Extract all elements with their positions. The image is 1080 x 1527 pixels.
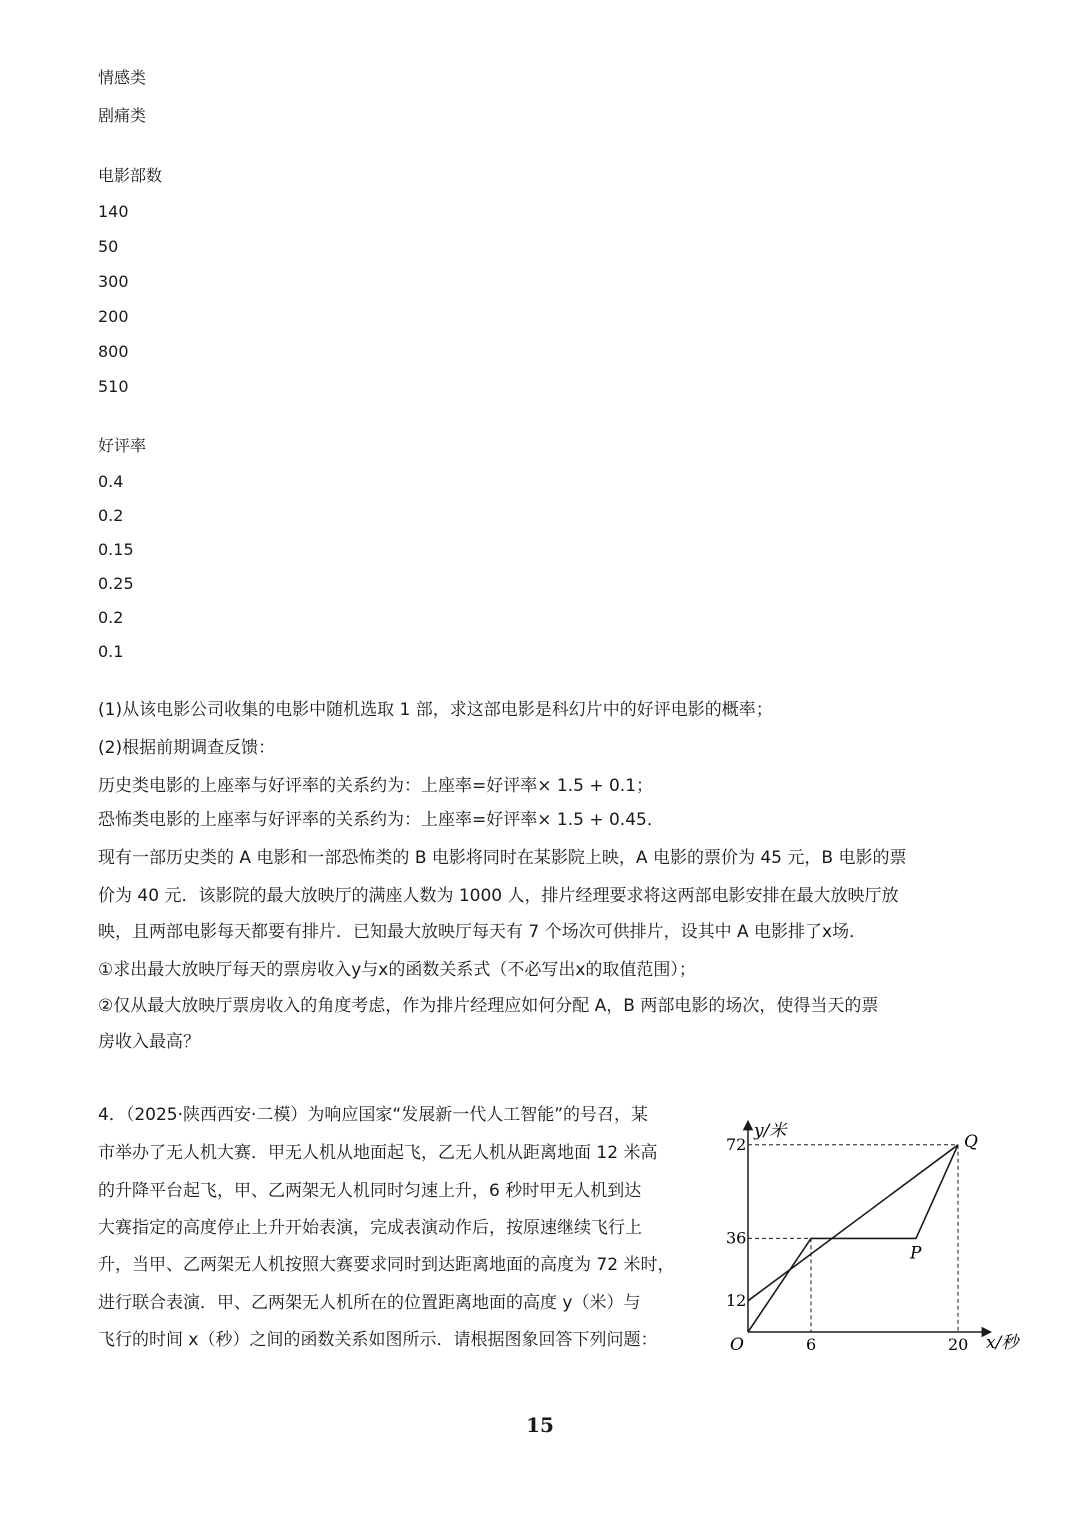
- scenario-line: 现有一部历史类的 A 电影和一部恐怖类的 B 电影将同时在某影院上映，A 电影的票价为 45 元，B 电影的票: [98, 848, 907, 868]
- problem4-line: 飞行的时间 x（秒）之间的函数关系如图所示．请根据图象回答下列问题：: [98, 1330, 658, 1350]
- origin-label: O: [730, 1335, 744, 1355]
- rate-value: 0.4: [98, 472, 124, 491]
- y-tick-label: 72: [726, 1134, 747, 1154]
- category-label: 剧痛类: [98, 106, 147, 125]
- problem4-line: 市举办了无人机大赛．甲无人机从地面起飞，乙无人机从距离地面 12 米高: [98, 1143, 658, 1163]
- question-part-2: (2)根据前期调查反馈：: [98, 738, 276, 758]
- rate-header: 好评率: [98, 436, 147, 455]
- problem4-line: 升，当甲、乙两架无人机按照大赛要求同时到达距离地面的高度为 72 米时，: [98, 1255, 675, 1275]
- function-graph: [710, 1110, 1030, 1390]
- rate-value: 0.1: [98, 642, 124, 661]
- horror-relation: 恐怖类电影的上座率与好评率的关系约为：上座率=好评率× 1.5 + 0.45．: [98, 810, 664, 830]
- sub-question-2-cont: 房收入最高？: [98, 1032, 200, 1052]
- rate-value: 0.2: [98, 608, 124, 627]
- scenario-line: 映，且两部电影每天都要有排片．已知最大放映厅每天有 7 个场次可供排片，设其中 A 电影排了x场．: [98, 922, 867, 942]
- series-line-2: [748, 1145, 958, 1301]
- category-label: 情感类: [98, 68, 147, 87]
- history-relation: 历史类电影的上座率与好评率的关系约为：上座率=好评率× 1.5 + 0.1；: [98, 776, 654, 796]
- y-tick-label: 36: [726, 1228, 747, 1248]
- count-value: 510: [98, 377, 129, 396]
- scenario-line: 价为 40 元．该影院的最大放映厅的满座人数为 1000 人，排片经理要求将这两部电影安排在最大放映厅放: [98, 886, 899, 906]
- rate-value: 0.25: [98, 574, 134, 593]
- page-number: 15: [526, 1413, 554, 1437]
- question-part-1: (1)从该电影公司收集的电影中随机选取 1 部，求这部电影是科幻片中的好评电影的概率；: [98, 700, 773, 720]
- count-value: 140: [98, 202, 129, 221]
- count-value: 800: [98, 342, 129, 361]
- count-value: 50: [98, 237, 119, 256]
- sub-question-2: ②仅从最大放映厅票房收入的角度考虑，作为排片经理应如何分配 A，B 两部电影的场次，使得当天的票: [98, 996, 879, 1016]
- problem4-line: 的升降平台起飞，甲、乙两架无人机同时匀速上升，6 秒时甲无人机到达: [98, 1181, 642, 1201]
- y-axis-label: y/米: [754, 1121, 787, 1141]
- point-label-p: P: [910, 1243, 922, 1264]
- count-value: 300: [98, 272, 129, 291]
- x-tick-label: 6: [806, 1335, 817, 1354]
- count-header: 电影部数: [98, 166, 163, 185]
- count-value: 200: [98, 307, 129, 326]
- problem4-line: 4．（2025·陕西西安·二模）为响应国家“发展新一代人工智能”的号召，某: [98, 1105, 649, 1125]
- point-label-q: Q: [964, 1131, 978, 1152]
- problem4-line: 大赛指定的高度停止上升开始表演，完成表演动作后，按原速继续飞行上: [98, 1218, 642, 1238]
- x-tick-label: 20: [948, 1335, 969, 1354]
- problem4-line: 进行联合表演．甲、乙两架无人机所在的位置距离地面的高度 y（米）与: [98, 1293, 641, 1313]
- y-tick-label: 12: [726, 1290, 747, 1310]
- sub-question-1: ①求出最大放映厅每天的票房收入y与x的函数关系式（不必写出x的取值范围）；: [98, 960, 696, 980]
- rate-value: 0.15: [98, 540, 134, 559]
- x-axis-label: x/秒: [986, 1333, 1019, 1353]
- rate-value: 0.2: [98, 506, 124, 525]
